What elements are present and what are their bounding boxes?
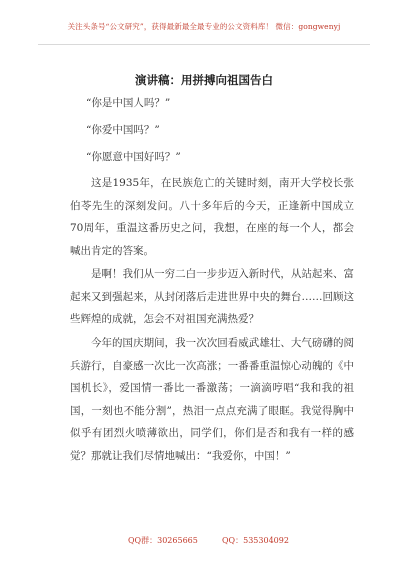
body-paragraph: 今年的国庆期间，我一次次回看威武雄壮、大气磅礴的阅兵游行，自豪感一次比一次高涨；一番番重温惊心动魄的《中国机长》，爱国情一番比一番激荡；一滴滴哼唱“我和我的祖国，一刻也不能分割”，热泪一点点充满了眼眶。我觉得胸中似乎有团烈火喷薄欲出，同学们，你们是否和我有一样的感觉？那就让我们尽情地喊出：“我爱你，中国！” [70,337,354,462]
footer-qq-group: QQ群：30265665 [128,536,198,545]
question-line: “你愿意中国好吗？” [86,151,181,163]
body-paragraph: 这是1935年，在民族危亡的关键时刻，南开大学校长张伯苓先生的深刻发问。八十多年后的今天，正逢新中国成立70周年，重温这番历史之问，我想，在座的每一个人，都会喊出肯定的答案。 [70,177,354,257]
body-paragraph: 是啊！我们从一穷二白一步步迈入新时代，从站起来、富起来又到强起来，从封闭落后走进世界中央的舞台……回顾这些辉煌的成就，怎会不对祖国充满热爱？ [70,268,354,325]
question-line: “你爱中国吗？” [86,124,160,136]
footer-qq: QQ：535304092 [222,536,289,545]
header-note: 关注头条号“公文研究”，获得最新最全最专业的公文资料库！ 微信：gongwenyj [67,22,341,31]
header-divider [38,44,370,45]
question-line: “你是中国人吗？” [86,97,171,109]
document-title: 演讲稿：用拼搏向祖国告白 [135,73,273,87]
